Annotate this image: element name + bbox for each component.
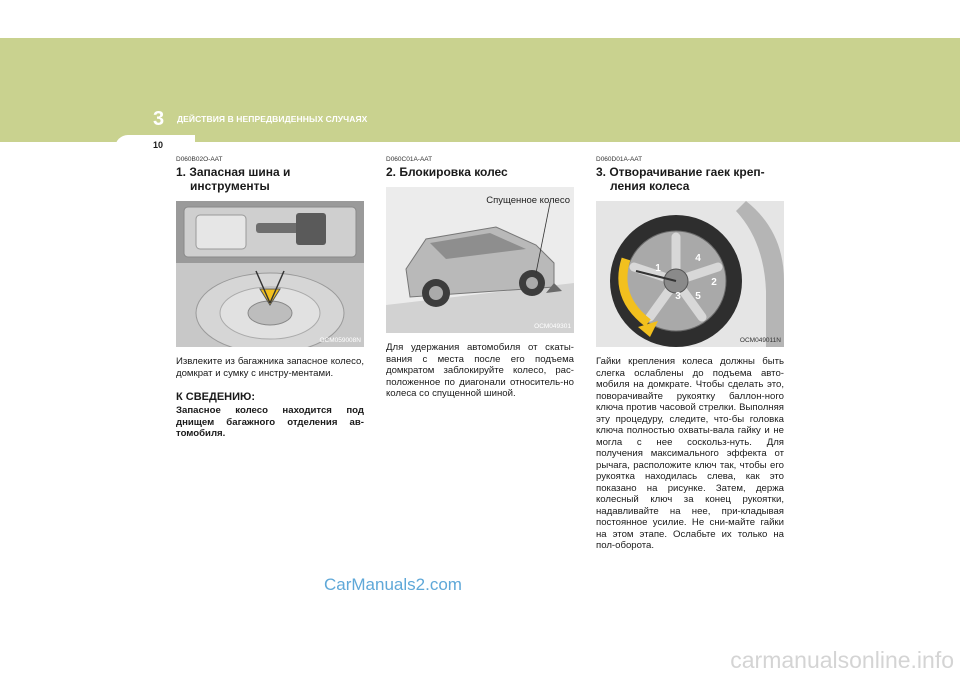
section-title-line2: инструменты bbox=[190, 179, 270, 193]
wheel-figure bbox=[596, 201, 784, 347]
section-body: Для удержания автомобиля от скаты-вания с места после его подъема домкратом заблокируйте колесо, рас-положенное по диагонали относитель-но колеса со спущенной шиной. bbox=[386, 342, 574, 399]
section-body: Извлеките из багажника запасное колесо, домкрат и сумку с инстру-ментами. bbox=[176, 356, 364, 379]
section-title bbox=[386, 165, 574, 179]
nut-label-2: 2 bbox=[711, 277, 717, 288]
figure-code: OCM049011N bbox=[739, 337, 781, 344]
section-wheel-blocking bbox=[386, 156, 574, 400]
section-code: D060C01A-AAT bbox=[386, 156, 433, 163]
section-title-line1: 1. Запасная шина и bbox=[176, 165, 291, 179]
watermark-carmanuals2[interactable]: CarManuals2.com bbox=[324, 575, 462, 594]
trunk-illustration bbox=[176, 201, 364, 347]
flat-wheel-label: Спущенное колесо bbox=[486, 195, 570, 206]
note-heading: К СВЕДЕНИЮ: bbox=[176, 391, 256, 403]
wheel-illustration bbox=[596, 201, 784, 347]
section-spare-tire bbox=[176, 156, 364, 440]
figure-code: OCM049301 bbox=[534, 323, 571, 330]
section-loosening-nuts bbox=[596, 156, 784, 552]
section-title bbox=[596, 165, 784, 193]
watermark-carmanualsonline: carmanualsonline.info bbox=[730, 647, 954, 673]
nut-label-1: 1 bbox=[655, 263, 661, 274]
chapter-title: ДЕЙСТВИЯ В НЕПРЕДВИДЕННЫХ СЛУЧАЯХ bbox=[177, 114, 368, 124]
section-code: D060B02O-AAT bbox=[176, 156, 223, 163]
section-body: Гайки крепления колеса должны быть слегка ослаблены до подъема авто-мобиля на домкрате. Чтобы сделать это, поворачивайте рукоятку баллон-ного ключа против часовой стрелки. Выполняя эту процедуру, следите, что-бы головка ключа полностью охваты-вала гайку и не могла с нее соскольз-нуть. Для получения максимального эффекта от рычага, расположите ключ так, чтобы его рукоятка находилась слева, как это показано на рисунке. Затем, держа колесный ключ за конец рукоятки, надавливайте на нее, при-кладывая постоянное усилие. Не сни-майте гайки на этом этапе. Ослабьте их только на пол-оборота. bbox=[596, 356, 784, 551]
trunk-figure bbox=[176, 201, 364, 347]
section-title-line2: ления колеса bbox=[610, 179, 690, 193]
car-illustration bbox=[386, 187, 574, 333]
nut-label-4: 4 bbox=[695, 253, 701, 264]
section-title-line1: 2. Блокировка колес bbox=[386, 165, 508, 179]
chapter-number: 3 bbox=[153, 108, 165, 130]
car-figure bbox=[386, 187, 574, 333]
nut-label-3: 3 bbox=[675, 291, 681, 302]
section-code: D060D01A-AAT bbox=[596, 156, 643, 163]
nut-label-5: 5 bbox=[695, 291, 701, 302]
page-number: 10 bbox=[153, 140, 164, 150]
figure-code: OCM059008N bbox=[319, 337, 361, 344]
header-band bbox=[0, 38, 960, 142]
section-title bbox=[176, 165, 364, 193]
section-title-line1: 3. Отворачивание гаек креп- bbox=[596, 165, 765, 179]
note-text: Запасное колесо находится под днищем багажного отделения ав-томобиля. bbox=[176, 405, 364, 439]
